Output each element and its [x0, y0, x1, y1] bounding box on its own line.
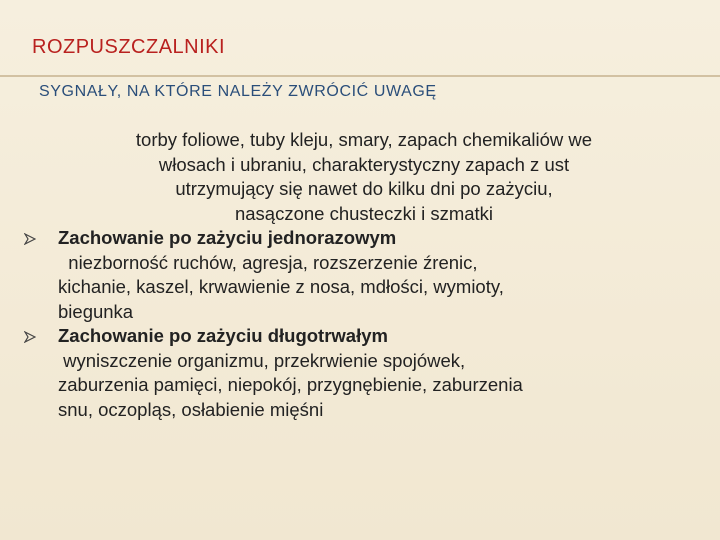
bullet-detail: [58, 349, 670, 423]
bullet-item: [58, 226, 670, 251]
bullet-heading: Zachowanie po zażyciu długotrwałym: [58, 325, 388, 346]
bullet-heading: Zachowanie po zażyciu jednorazowym: [58, 227, 397, 248]
slide-subtitle: SYGNAŁY, NA KTÓRE NALEŻY ZWRÓCIĆ UWAGĘ: [39, 83, 437, 100]
intro-line: włosach i ubraniu, charakterystyczny zapach z ust: [158, 153, 570, 175]
detail-line: snu, oczopląs, osłabienie mięśni: [58, 398, 324, 420]
detail-line: zaburzenia pamięci, niepokój, przygnębienie, zaburzenia: [58, 374, 523, 395]
intro-line: nasączone chusteczki i szmatki: [234, 202, 494, 224]
detail-line: kichanie, kaszel, krwawienie z nosa, mdłości, wymioty,: [58, 276, 504, 297]
arrow-bullet-icon: [24, 331, 36, 343]
detail-line: biegunka: [58, 300, 134, 322]
bullet-detail: [58, 251, 670, 325]
intro-paragraph: [58, 128, 670, 226]
detail-line: wyniszczenie organizmu, przekrwienie spojówek,: [58, 349, 466, 371]
arrow-bullet-icon: [24, 233, 36, 245]
slide-title: ROZPUSZCZALNIKI: [32, 36, 226, 58]
detail-line: niezborność ruchów, agresja, rozszerzenie źrenic,: [58, 251, 478, 273]
intro-line: utrzymujący się nawet do kilku dni po zażyciu,: [175, 178, 553, 199]
header-divider: [0, 75, 720, 77]
intro-line: torby foliowe, tuby kleju, smary, zapach chemikaliów we: [135, 129, 593, 150]
bullet-item: [58, 324, 670, 349]
slide-content: [58, 128, 670, 422]
